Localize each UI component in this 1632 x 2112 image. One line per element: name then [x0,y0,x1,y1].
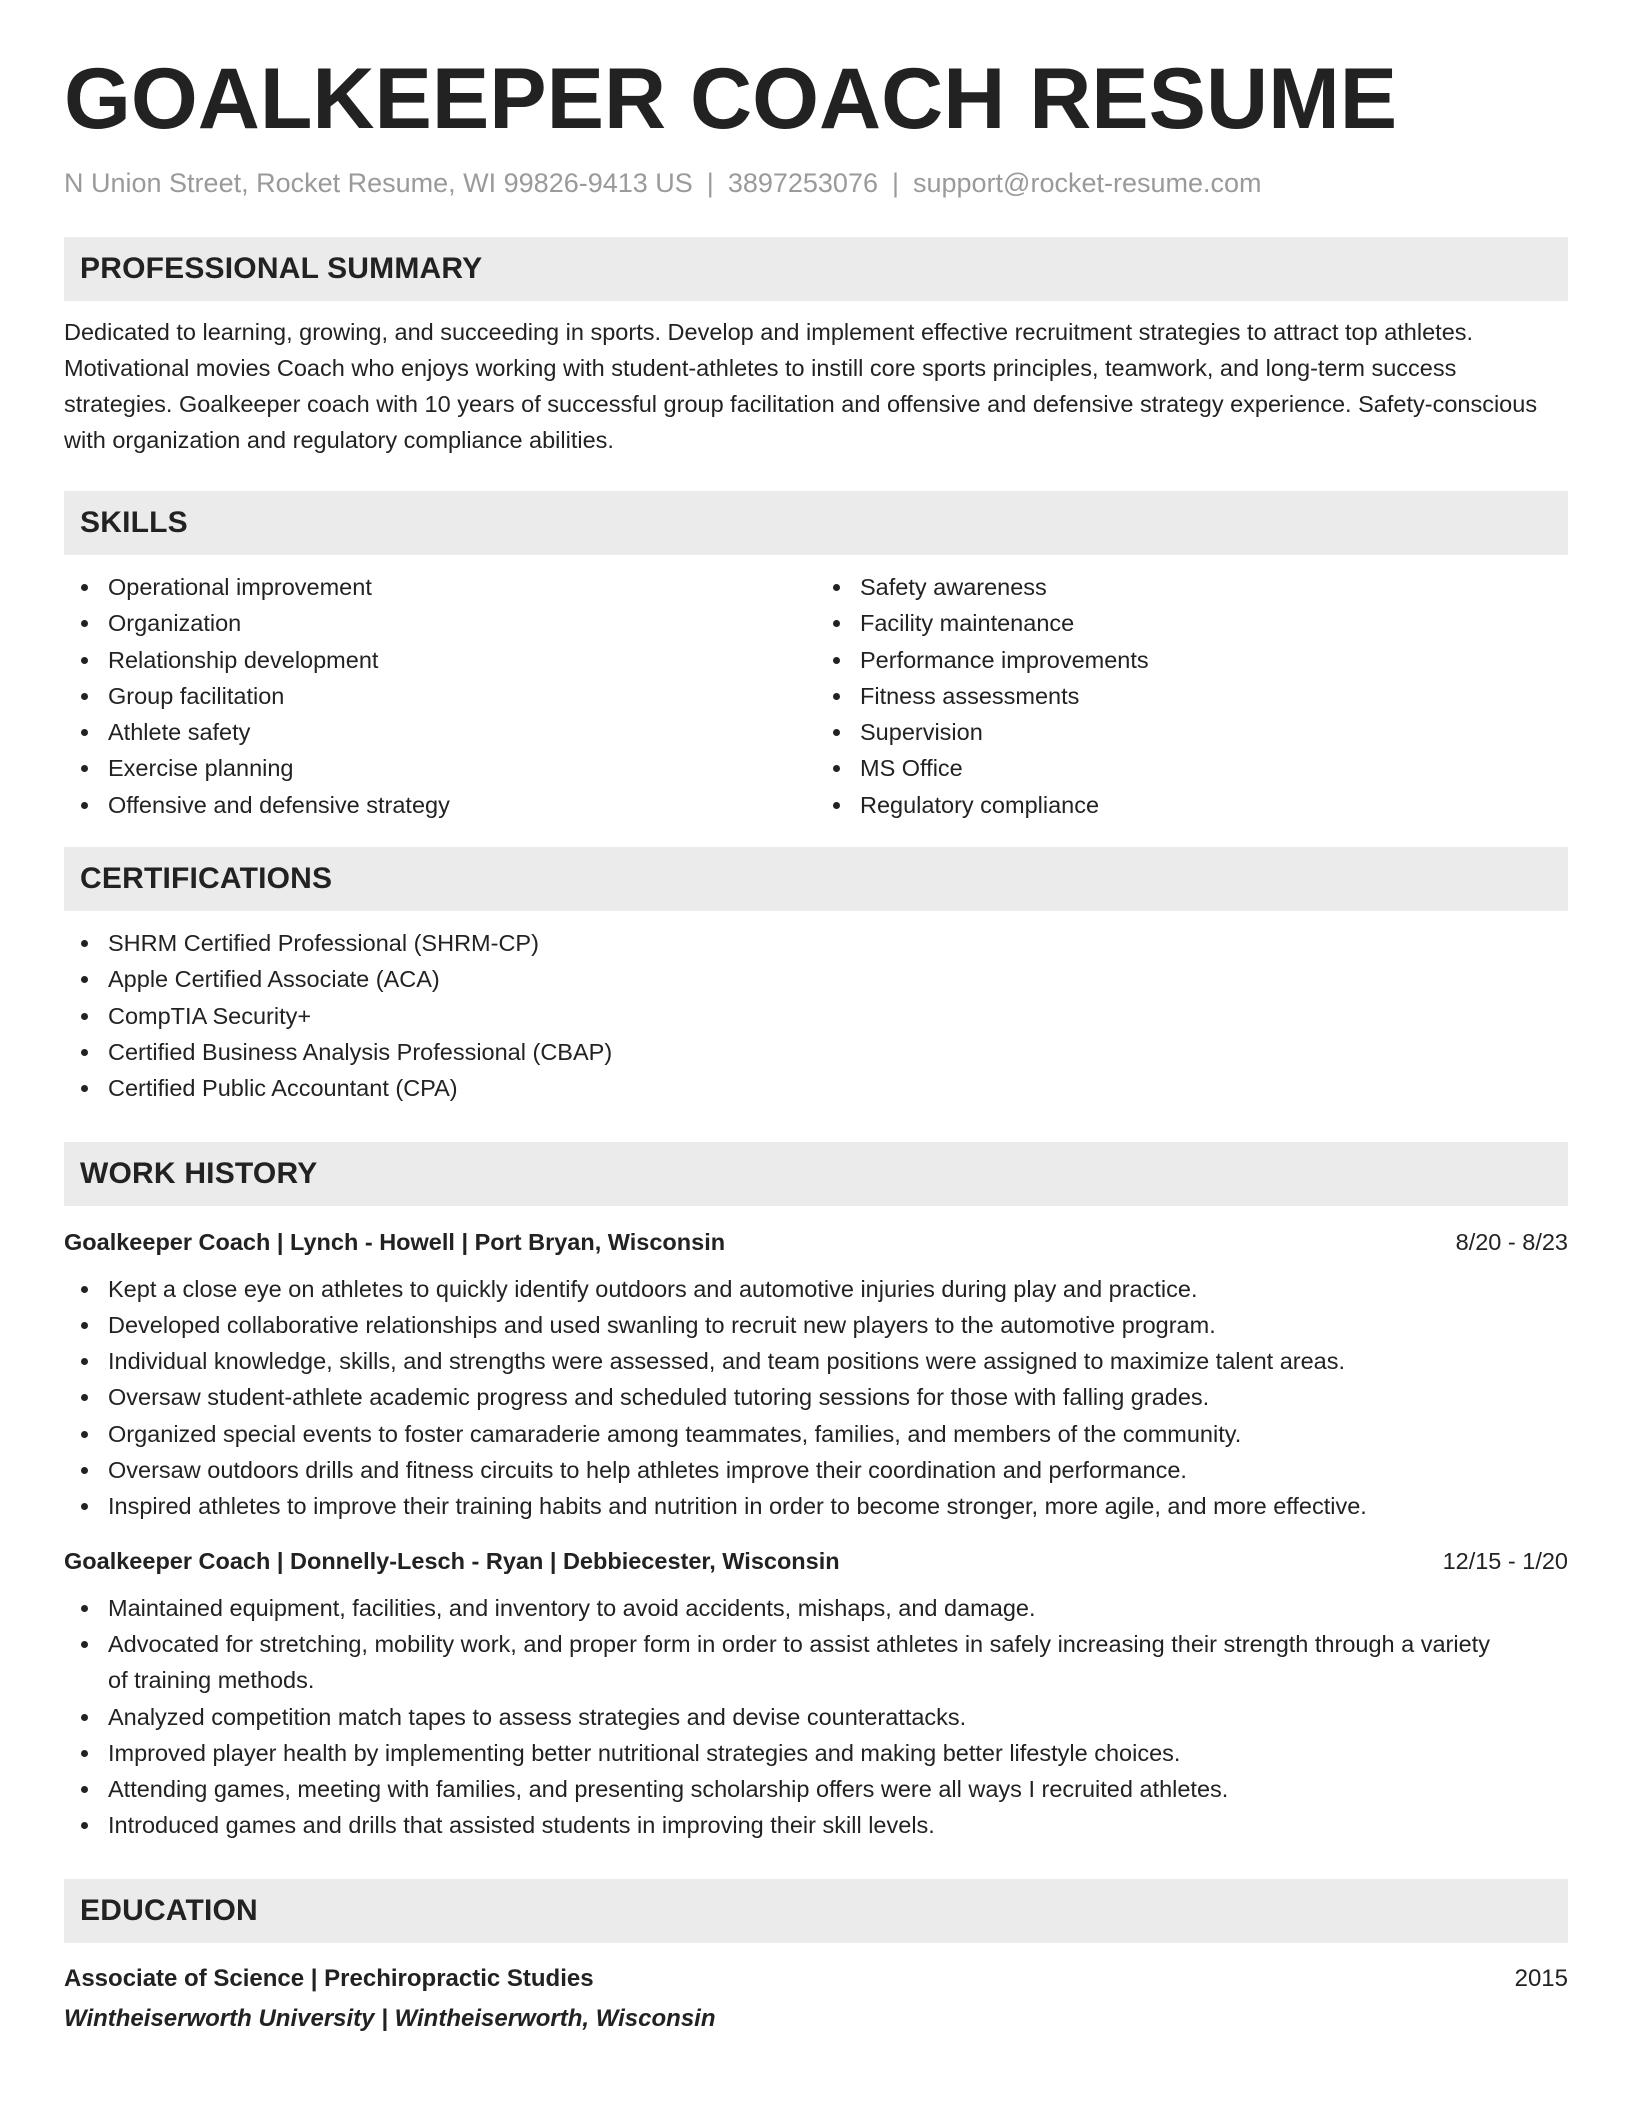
list-item: Attending games, meeting with families, and presenting scholarship offers were all ways I recruited athletes. [64,1771,1568,1807]
list-item: Organized special events to foster camaraderie among teammates, families, and members of the community. [64,1416,1568,1452]
skills-columns [64,569,1568,823]
education-header [64,1964,1568,1994]
list-item: Performance improvements [816,642,1568,678]
list-item: Improved player health by implementing better nutritional strategies and making better lifestyle choices. [64,1735,1568,1771]
job-dates: 8/20 - 8/23 [1455,1228,1568,1255]
contact-email: support@rocket-resume.com [913,168,1262,198]
list-item: Exercise planning [64,750,816,786]
work-heading: WORK HISTORY [64,1142,1568,1206]
list-item: CompTIA Security+ [64,998,1568,1034]
list-item: Supervision [816,714,1568,750]
job-bullets [64,1271,1568,1525]
list-item: MS Office [816,750,1568,786]
list-item: Group facilitation [64,678,816,714]
list-item: Athlete safety [64,714,816,750]
skills-section [64,491,1568,823]
skills-heading: SKILLS [64,491,1568,555]
list-item: Kept a close eye on athletes to quickly identify outdoors and automotive injuries during play and practice. [64,1271,1568,1307]
list-item: Facility maintenance [816,605,1568,641]
list-item: Regulatory compliance [816,787,1568,823]
list-item: Developed collaborative relationships and used swanling to recruit new players to the automotive program. [64,1307,1568,1343]
summary-heading: PROFESSIONAL SUMMARY [64,237,1568,301]
job-entry [64,1546,1568,1844]
job-bullets [64,1590,1568,1844]
education-section [64,1879,1568,2034]
job-title: Goalkeeper Coach | Donnelly-Lesch - Ryan | Debbiecester, Wisconsin [64,1547,840,1574]
certifications-list [64,925,1568,1106]
list-item: Oversaw outdoors drills and fitness circuits to help athletes improve their coordination and performance. [64,1452,1568,1488]
job-title: Goalkeeper Coach | Lynch - Howell | Port Bryan, Wisconsin [64,1228,726,1255]
skills-list-right [816,569,1568,823]
job-header [64,1227,1568,1257]
job-entry [64,1227,1568,1525]
list-item: Offensive and defensive strategy [64,787,816,823]
education-heading: EDUCATION [64,1879,1568,1943]
education-degree: Associate of Science | Prechiropractic Studies [64,1964,594,1992]
list-item: Certified Public Accountant (CPA) [64,1070,1568,1106]
summary-section [64,237,1568,458]
contact-separator: | [891,168,899,198]
list-item: Analyzed competition match tapes to assess strategies and devise counterattacks. [64,1699,1568,1735]
list-item: SHRM Certified Professional (SHRM-CP) [64,925,1568,961]
list-item: Certified Business Analysis Professional (CBAP) [64,1034,1568,1070]
contact-separator: | [706,168,714,198]
list-item: Inspired athletes to improve their training habits and nutrition in order to become stronger, more agile, and more effective. [64,1488,1568,1524]
job-header [64,1546,1568,1576]
list-item: Oversaw student-athlete academic progress and scheduled tutoring sessions for those with falling grades. [64,1379,1568,1415]
work-section [64,1142,1568,1844]
list-item: Introduced games and drills that assisted students in improving their skill levels. [64,1807,1568,1843]
list-item: Safety awareness [816,569,1568,605]
resume-title: GOALKEEPER COACH RESUME [64,51,1398,147]
contact-phone: 3897253076 [727,168,878,198]
list-item: Relationship development [64,642,816,678]
list-item: Organization [64,605,816,641]
list-item: Operational improvement [64,569,816,605]
list-item: Apple Certified Associate (ACA) [64,961,1568,997]
education-year: 2015 [1514,1964,1568,1992]
list-item: Advocated for stretching, mobility work, and proper form in order to assist athletes in safely increasing their strength through a variety of training methods. [64,1626,1568,1699]
list-item: Fitness assessments [816,678,1568,714]
contact-line [64,168,1568,199]
list-item: Maintained equipment, facilities, and inventory to avoid accidents, mishaps, and damage. [64,1590,1568,1626]
job-dates: 12/15 - 1/20 [1442,1547,1568,1574]
certifications-section [64,847,1568,1106]
certifications-heading: CERTIFICATIONS [64,847,1568,911]
skills-list-left [64,569,816,823]
summary-text: Dedicated to learning, growing, and succeeding in sports. Develop and implement effective recruitment strategies to attract top athletes. Motivational movies Coach who enjoys working with student-athletes to instill core sports principles, teamwork, and long-term success strategies. Goalkeeper coach with 10 years of successful group facilitation and offensive and defensive strategy experience. Safety-conscious with organization and regulatory compliance abilities. [64,319,1538,453]
education-school: Wintheiserworth University | Wintheiserworth, Wisconsin [64,2004,716,2032]
list-item: Individual knowledge, skills, and strengths were assessed, and team positions were assigned to maximize talent areas. [64,1343,1568,1379]
contact-address: N Union Street, Rocket Resume, WI 99826-9413 US [64,168,693,198]
